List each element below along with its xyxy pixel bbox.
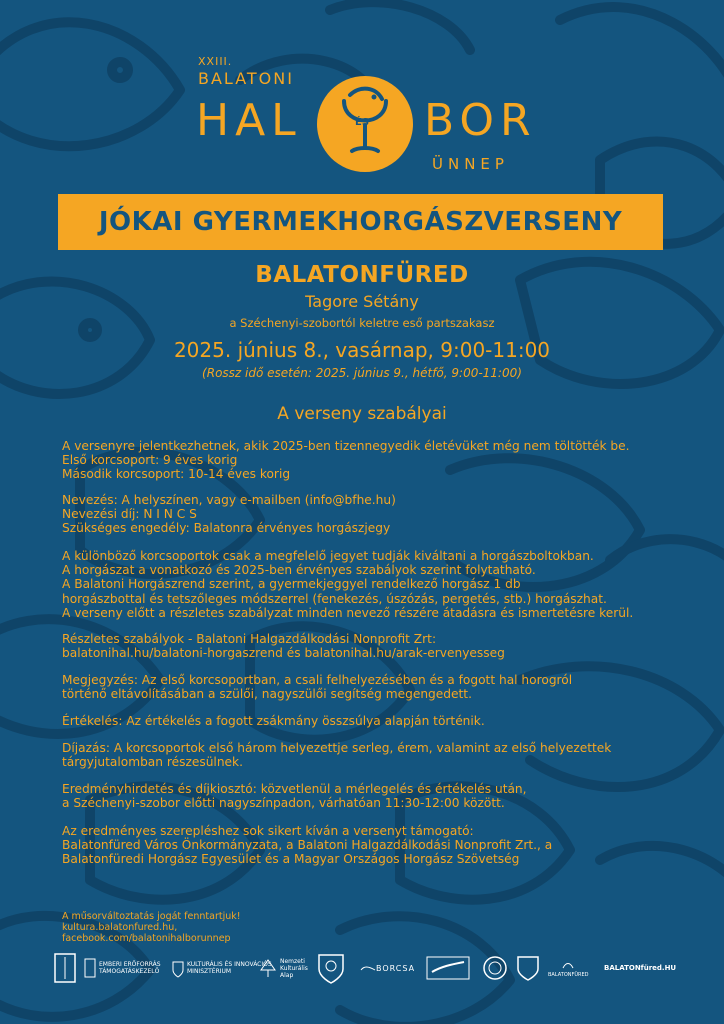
ministry-line-1: KULTURÁLIS ÉS INNOVÁCIÓS [187,961,272,968]
mohosz-shield-icon [516,954,540,982]
sponsor-logos [54,950,677,986]
flag-icon [54,953,76,983]
mohosz-logo [516,950,540,986]
logo-edition: XXIII. [198,55,233,68]
paragraph-line: Balatonfüred Város Önkormányzata, a Balatoni Halgazdálkodási Nonprofit Zrt., a [62,838,553,853]
paragraph-line: A verseny előtt a részletes szabályzat minden nevező részére átadásra és ismertetésre kerül. [62,605,634,620]
detailed-rules-paragraph [62,632,672,660]
paragraph-line: Első korcsoport: 9 éves korig [62,453,238,468]
emet-line-1: EMBERI ERŐFORRÁS [99,961,161,968]
city-crest-logo [316,950,346,986]
paragraph-line: Nevezési díj: N I N C S [62,507,197,522]
note-paragraph [62,673,672,701]
facebook-link[interactable]: facebook.com/balatonihalborunnep [62,933,231,944]
nka-line-2: Kulturális [280,964,308,972]
paragraph-line: tárgyjutalomban részesülnek. [62,755,243,770]
emet-mark-icon [84,958,96,978]
event-title: JÓKAI GYERMEKHORGÁSZVERSENY [98,207,623,237]
event-date: 2025. június 8., vasárnap, 9:00-11:00 [173,338,551,362]
ministry-logo [172,950,272,986]
paragraph-line: Szükséges engedély: Balatonra érvényes horgászjegy [62,521,391,536]
logo-balatoni: BALATONI [198,69,294,88]
festival-logo [196,55,536,180]
website-link[interactable]: kultura.balatonfured.hu, [62,922,178,933]
supporters-paragraph [62,824,672,867]
tree-icon [259,958,277,978]
logo-bor: BOR [424,95,537,146]
balaton-fish-logo [426,950,470,986]
logo-hal: HAL [196,95,302,146]
footer-notes [62,911,241,944]
city-crest-icon [316,951,346,985]
emet-logo [84,950,161,986]
balaton-map-icon [426,956,470,980]
paragraph-line: a Széchenyi-szobor előtti nagyszínpadon, várhatóan 11:30-12:00 között. [62,796,505,811]
logo-unnep: ÜNNEP [432,155,509,173]
paragraph-line: A horgászat a vonatkozó és 2025-ben érvényes szabályok szerint folytatható. [62,563,536,578]
paragraph-line: Részletes szabályok - Balatoni Halgazdálkodási Nonprofit Zrt: [62,632,437,646]
ministry-line-2: MINISZTÉRIUM [187,968,232,975]
paragraph-line: A különböző korcsoportok csak a megfelelő jegyet tudják kiváltani a horgászboltokban. [62,549,594,563]
paragraph-line: horgászbottal és tetszőleges módszerrel (fenekezés, úszózás, pergetés, stb.) horgászhat. [62,591,607,606]
paragraph-line: A Balatoni Horgászrend szerint, a gyermekjeggyel rendelkező horgász 1 db [62,577,521,592]
paragraph-line: Eredményhirdetés és díjkiosztó: közvetlenül a mérlegelés és értékelés után, [62,782,527,796]
fishing-rules-paragraph [62,549,672,620]
program-change-notice: A műsorváltoztatás jogát fenntartjuk! [62,911,241,922]
event-title-banner [58,194,663,250]
balatonfured-mark-icon [561,958,575,972]
paragraph-line: Második korcsoport: 10-14 éves korig [62,467,291,482]
nka-line-3: Alap [280,971,294,979]
paragraph-line: történő eltávolításában a szülői, nagyszülői segítség megengedett. [62,687,472,702]
balatonfured-logo [548,950,589,986]
paragraph-line: Értékelés: Az értékelés a fogott zsákmány összsúlya alapján történik. [62,714,485,728]
paragraph-line: Balatonfüredi Horgász Egyesület és a Magyar Országos Horgász Szövetség [62,852,520,867]
venue-description: a Széchenyi-szobortól keletre eső partszakasz [229,316,495,330]
hungary-flag-logo [54,950,76,986]
association-seal-icon [482,955,508,981]
balatonfured-hu-logo [604,950,676,986]
paragraph-line: Megjegyzés: Az első korcsoportban, a csali felhelyezésében és a fogott hal horogról [62,673,573,687]
paragraph-line: balatonihal.hu/balatoni-horgaszrend és balatonihal.hu/arak-ervenyesseg [62,646,505,661]
fishing-association-logo [482,950,508,986]
awards-ceremony-paragraph [62,782,672,810]
paragraph-line: Nevezés: A helyszínen, vagy e-mailben (info@bfhe.hu) [62,493,396,507]
paragraph-line: A versenyre jelentkezhetnek, akik 2025-ben tizennegyedik életévüket még nem töltötték be. [62,439,630,453]
evaluation-paragraph [62,714,672,728]
borcsa-wave-icon [360,960,376,976]
balatonfured-label: BALATONFÜRED [548,971,589,978]
borcsa-logo [360,950,415,986]
registration-paragraph [62,493,672,536]
eligibility-paragraph [62,439,672,482]
emet-line-2: TÁMOGATÁSKEZELŐ [99,968,160,975]
coat-of-arms-icon [172,958,184,978]
venue-street: Tagore Sétány [305,292,419,311]
balatonfured-hu-label: BALATONfüred.HU [604,963,677,972]
paragraph-line: Az eredményes szerepléshez sok sikert kíván a versenyt támogató: [62,824,474,838]
paragraph-line: Díjazás: A korcsoportok első három helyezettje serleg, érem, valamint az első helyezettek [62,741,612,755]
rules-heading: A verseny szabályai [277,404,447,424]
logo-es: ÉS [355,117,370,128]
nka-line-1: Nemzeti [280,957,305,965]
venue-city: BALATONFÜRED [255,262,469,288]
nka-logo [259,950,308,986]
prizes-paragraph [62,741,672,769]
event-date-alternate: (Rossz idő esetén: 2025. június 9., hétfő, 9:00-11:00) [202,366,522,380]
borcsa-label: BORCSA [376,963,416,973]
